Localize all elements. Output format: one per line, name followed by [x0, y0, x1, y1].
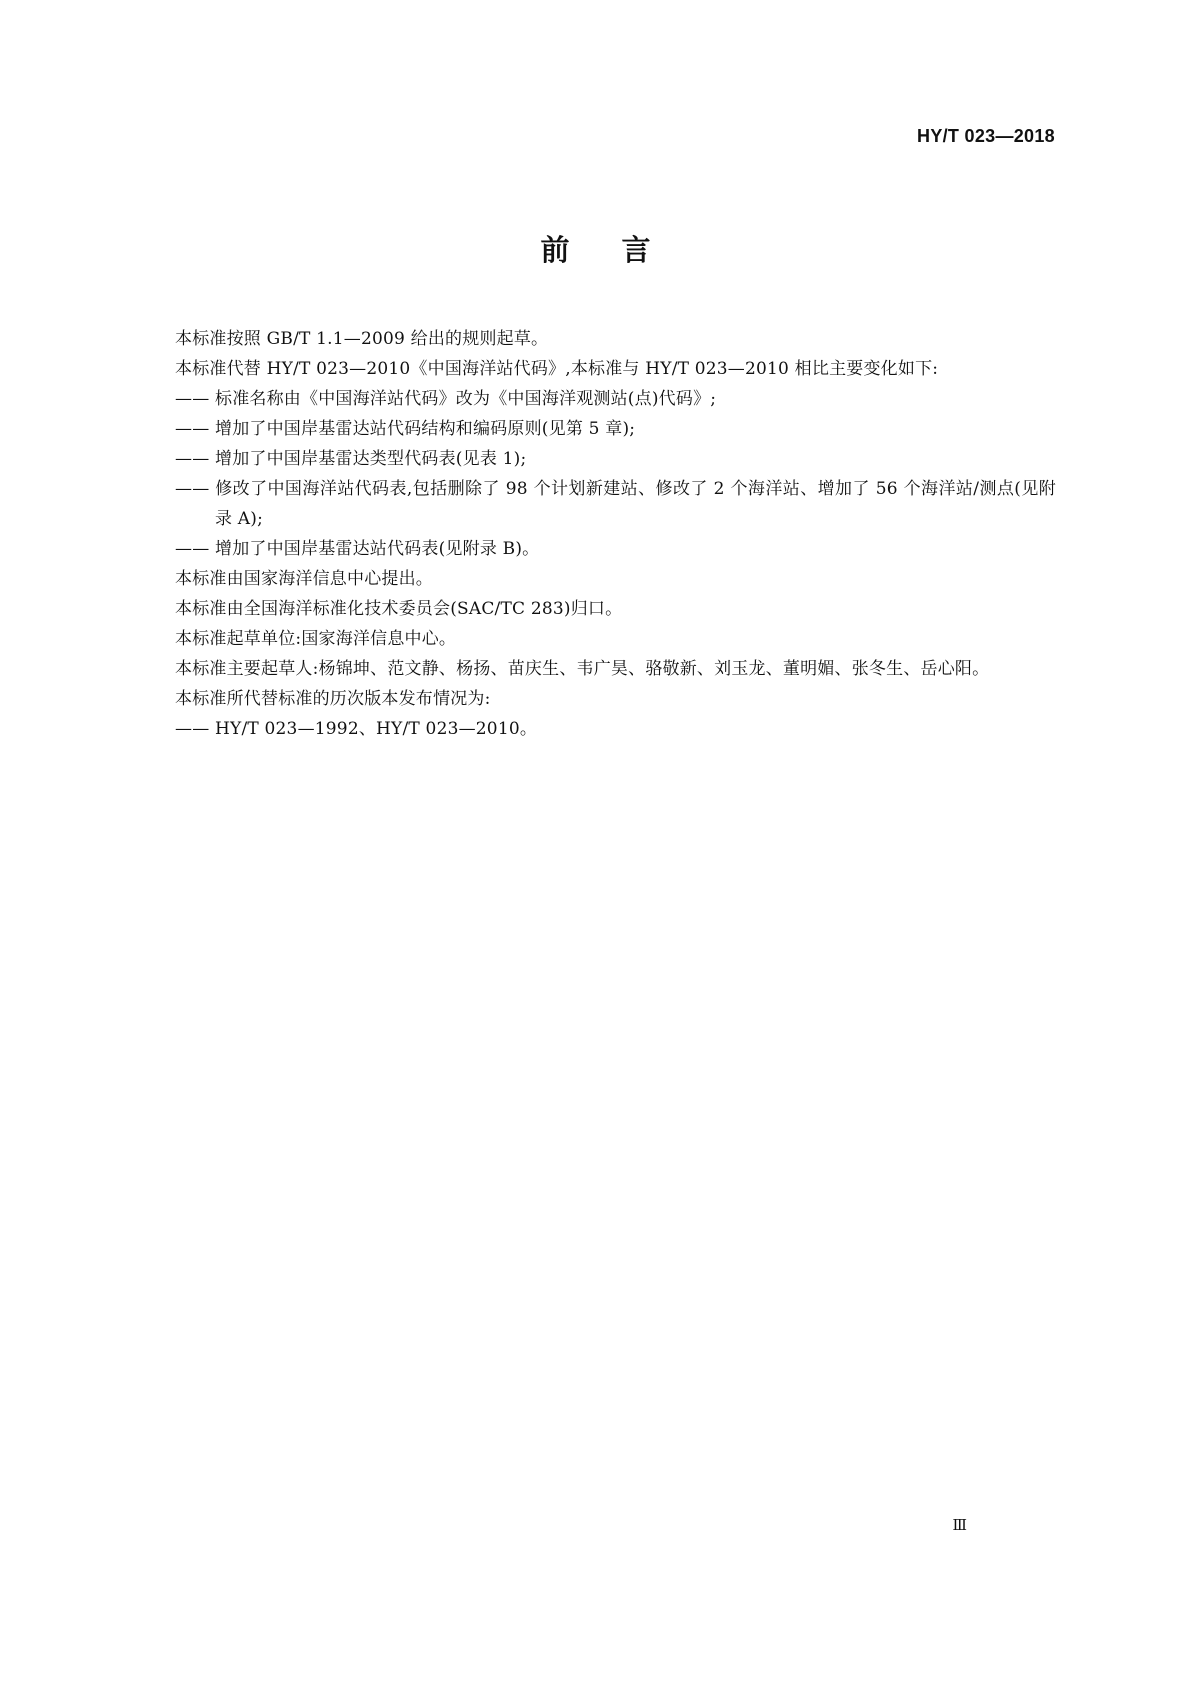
- change-item-text: 增加了中国岸基雷达类型代码表(见表 1);: [215, 449, 527, 469]
- change-item-text: 标准名称由《中国海洋站代码》改为《中国海洋观测站(点)代码》;: [215, 389, 717, 409]
- change-item: [138, 384, 1056, 414]
- change-item: [138, 474, 1056, 534]
- paragraph-replacement: 本标准代替 HY/T 023—2010《中国海洋站代码》,本标准与 HY/T 023—2010 相比主要变化如下:: [175, 359, 939, 379]
- paragraph-drafting-rules: 本标准按照 GB/T 1.1—2009 给出的规则起草。: [175, 329, 549, 349]
- change-item-text: 增加了中国岸基雷达站代码结构和编码原则(见第 5 章);: [215, 419, 636, 439]
- change-item: [138, 444, 1056, 474]
- dash-marker: ——: [175, 449, 210, 469]
- change-item: [138, 414, 1056, 444]
- history-item-text: HY/T 023—1992、HY/T 023—2010。: [215, 719, 538, 739]
- dash-marker: ——: [175, 479, 210, 499]
- dash-marker: ——: [175, 719, 210, 739]
- paragraph-technical-committee: 本标准由全国海洋标准化技术委员会(SAC/TC 283)归口。: [175, 599, 623, 619]
- paragraph-proposed-by: 本标准由国家海洋信息中心提出。: [175, 569, 433, 589]
- change-item-text: 增加了中国岸基雷达站代码表(见附录 B)。: [215, 539, 540, 559]
- dash-marker: ——: [175, 419, 210, 439]
- standard-code-header: HY/T 023—2018: [917, 126, 1055, 146]
- paragraph-drafters: 本标准主要起草人:杨锦坤、范文静、杨扬、苗庆生、韦广昊、骆敬新、刘玉龙、董明媚、张冬生、岳心阳。: [175, 659, 990, 679]
- paragraph-history-intro: 本标准所代替标准的历次版本发布情况为:: [175, 689, 491, 709]
- page-title: 前言: [540, 233, 703, 267]
- page-number: Ⅲ: [952, 1516, 967, 1534]
- change-item-text: 修改了中国海洋站代码表,包括删除了 98 个计划新建站、修改了 2 个海洋站、增加了 56 个海洋站/测点(见附录 A);: [215, 479, 1056, 529]
- foreword-body: [138, 324, 1056, 744]
- dash-marker: ——: [175, 539, 210, 559]
- change-item: [138, 534, 1056, 564]
- history-item: [138, 714, 1056, 744]
- dash-marker: ——: [175, 389, 210, 409]
- paragraph-drafting-unit: 本标准起草单位:国家海洋信息中心。: [175, 629, 457, 649]
